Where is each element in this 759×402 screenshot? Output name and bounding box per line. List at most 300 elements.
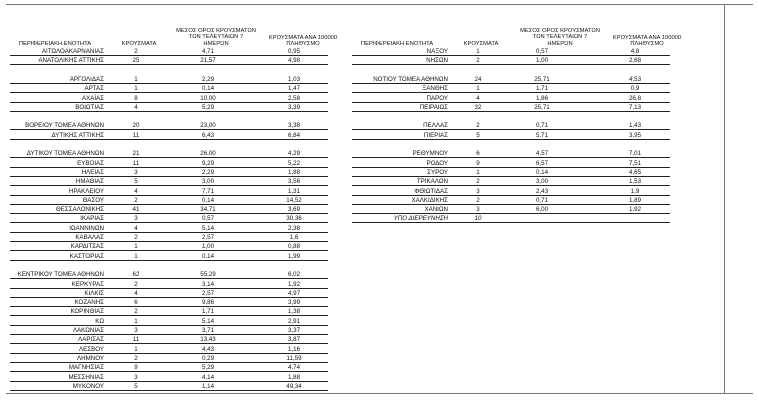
table-row [6,178,346,185]
per100k-cell: 6,02 [287,271,301,279]
per100k-cell: 1,99 [287,252,301,260]
avg7-cell: 6,00 [535,206,549,214]
avg7-cell: 2,43 [535,187,549,195]
per100k-cell: 1,53 [628,178,642,186]
row-underline [352,111,670,112]
region-cell: ΚΙΛΚΙΣ [84,289,104,297]
table-row [346,48,692,55]
left-header-per100k: ΚΡΟΥΣΜΑΤΑ ΑΝΑ 100000 ΠΛΗΘΥΣΜΟ [268,35,338,48]
avg7-cell: 2,29 [201,75,215,83]
per100k-cell: 4,8 [630,48,640,55]
per100k-cell: 3,99 [287,299,301,307]
per100k-cell: 1,88 [287,373,301,381]
table-row [6,95,346,102]
table-spacer-row [6,141,346,148]
cases-cell: 3 [476,187,480,195]
cases-cell: 2 [476,178,480,186]
region-cell: ΑΙΤΩΛΟΑΚΑΡΝΑΝΙΑΣ [41,48,104,55]
table-spacer-row [6,113,346,120]
row-underline [10,260,328,261]
table-spacer-row [6,67,346,74]
row-underline [10,204,328,205]
table-row [346,76,692,83]
region-cell: ΝΑΞΟΥ [426,48,448,55]
row-underline [10,381,328,382]
cases-cell: 2 [134,196,138,204]
table-row [6,271,346,278]
avg7-cell: 2,29 [201,168,215,176]
cases-cell: 5 [476,131,480,139]
table-row [346,215,692,222]
table-row [346,178,692,185]
per100k-cell: 4,65 [628,168,642,176]
avg7-cell: 2,57 [201,234,215,241]
table-row [6,318,346,325]
cases-cell: 2 [134,234,138,241]
region-cell: ΚΩ [95,317,104,325]
region-cell: ΠΕΛΛΑΣ [423,122,448,130]
per100k-cell: 4,74 [287,364,301,372]
row-underline [352,102,670,103]
row-underline [10,362,328,363]
right-header-region: ΠΕΡΙΦΕΡΕΙΑΚΗ ΕΝΟΤΗΤΑ [360,41,434,47]
row-underline [10,390,328,391]
avg7-cell: 5,14 [201,317,215,325]
region-cell: ΘΕΣΣΑΛΟΝΙΚΗΣ [55,206,104,214]
region-cell: ΚΑΣΤΟΡΙΑΣ [69,252,104,260]
row-underline [10,222,328,223]
row-underline [352,55,670,56]
region-cell: ΗΜΑΘΙΑΣ [75,178,104,186]
row-underline [10,288,328,289]
avg7-cell: 55,29 [200,271,216,279]
region-cell: ΜΥΚΟΝΟΥ [72,382,104,390]
row-underline [10,111,328,112]
region-cell: ΛΕΣΒΟΥ [79,345,104,353]
cases-cell: 2 [476,122,480,130]
per100k-cell: 1,92 [287,280,301,288]
cases-cell: 5 [134,382,138,390]
table-row [6,299,346,306]
region-cell: ΠΑΡΟΥ [426,94,448,102]
cases-cell: 20 [132,122,140,130]
cases-cell: 1 [476,168,480,176]
row-underline [352,222,670,223]
region-cell: ΥΠΟ ΔΙΕΡΕΥΝΗΣΗ [393,215,448,223]
cases-cell: 9 [476,159,480,167]
per100k-cell: 1,6 [289,234,299,241]
row-underline [352,139,670,140]
per100k-cell: 4,29 [287,150,301,158]
cases-cell: 2 [134,354,138,362]
table-row [6,104,346,111]
per100k-cell: 2,38 [287,224,301,232]
region-cell: ΚΟΡΙΝΘΙΑΣ [70,308,104,316]
region-cell: ΡΟΔΟΥ [426,159,448,167]
avg7-cell: 5,71 [535,131,549,139]
avg7-cell: 2,57 [201,289,215,297]
avg7-cell: 1,86 [535,94,549,102]
per100k-cell: 1,47 [287,85,301,93]
row-underline [352,92,670,93]
avg7-cell: 1,00 [201,243,215,251]
table-row [6,197,346,204]
cases-cell: 1 [134,243,138,251]
avg7-cell: 9,29 [201,159,215,167]
avg7-cell: 25,71 [534,103,550,111]
region-cell: ΑΝΑΤΟΛΙΚΗΣ ΑΤΤΙΚΗΣ [38,57,104,65]
cases-cell: 41 [132,206,140,214]
table-row [6,281,346,288]
row-underline [352,129,670,130]
table-row [6,160,346,167]
avg7-cell: 1,14 [201,382,215,390]
row-underline [10,139,328,140]
row-underline [352,157,670,158]
region-cell: ΛΑΚΩΝΙΑΣ [72,327,104,334]
row-underline [10,297,328,298]
row-underline [10,315,328,316]
row-underline [10,83,328,84]
table-row [6,76,346,83]
cases-cell: 1 [134,75,138,83]
cases-cell: 5 [134,178,138,186]
row-underline [10,232,328,233]
per100k-cell: 6,84 [287,131,301,139]
table-row [6,48,346,55]
region-cell: ΗΛΕΙΑΣ [81,168,104,176]
avg7-cell: 13,43 [200,336,216,344]
region-cell: ΚΑΡΔΙΤΣΑΣ [70,243,104,251]
cases-cell: 10 [474,215,482,223]
cases-cell: 3 [134,327,138,334]
cases-cell: 9 [134,364,138,372]
region-cell: ΔΥΤΙΚΗΣ ΑΤΤΙΚΗΣ [51,131,104,139]
region-cell: ΗΡΑΚΛΕΙΟΥ [68,187,104,195]
region-cell: ΙΚΑΡΙΑΣ [80,215,104,223]
row-underline [10,325,328,326]
row-underline [352,176,670,177]
cases-cell: 11 [132,131,140,139]
table-row [6,57,346,64]
row-underline [10,343,328,344]
cases-cell: 1 [134,252,138,260]
table-row [6,243,346,250]
per100k-cell: 3,39 [287,103,301,111]
cases-cell: 2 [134,280,138,288]
per100k-cell: 2,68 [628,57,642,65]
region-cell: ΕΥΒΟΙΑΣ [77,159,104,167]
table-spacer-row [346,67,692,74]
cases-cell: 4 [134,224,138,232]
avg7-cell: 6,43 [201,131,215,139]
avg7-cell: 7,71 [201,187,215,195]
table-row [6,132,346,139]
left-header-region: ΠΕΡΙΦΕΡΕΙΑΚΗ ΕΝΟΤΗΤΑ [18,41,92,47]
cases-cell: 2 [134,48,138,55]
avg7-cell: 23,00 [200,122,216,130]
per100k-cell: 4,97 [287,289,301,297]
cases-cell: 3 [134,373,138,381]
row-underline [10,176,328,177]
table-spacer-row [346,113,692,120]
per100k-cell: 4,53 [628,75,642,83]
avg7-cell: 0,57 [535,48,549,55]
per100k-cell: 5,22 [287,159,301,167]
avg7-cell: 3,00 [535,178,549,186]
table-row [346,160,692,167]
cases-cell: 1 [134,85,138,93]
region-cell: ΝΗΣΩΝ [426,57,448,65]
right-header-avg7: ΜΕΣΟΣ ΟΡΟΣ ΚΡΟΥΣΜΑΤΩΝ ΤΩΝ ΤΕΛΕΥΤΑΙΩΝ 7 ΗΜΕΡΩΝ [520,28,600,47]
avg7-cell: 10,00 [200,94,216,102]
avg7-cell: 1,71 [535,85,549,93]
table-row [346,57,692,64]
cases-cell: 4 [134,289,138,297]
row-underline [10,167,328,168]
cases-cell: 32 [474,103,482,111]
avg7-cell: 0,14 [201,85,215,93]
row-underline [10,371,328,372]
avg7-cell: 26,00 [200,150,216,158]
region-cell: ΚΕΡΚΥΡΑΣ [71,280,104,288]
table-row [6,290,346,297]
per100k-cell: 3,87 [287,336,301,344]
per100k-cell: 1,92 [628,206,642,214]
cases-cell: 8 [134,94,138,102]
table-row [346,206,692,213]
region-cell: ΧΑΝΙΩΝ [424,206,448,214]
avg7-cell: 0,71 [535,196,549,204]
per100k-cell: 11,59 [286,354,302,362]
region-cell: ΚΟΖΑΝΗΣ [74,299,104,307]
region-cell: ΝΟΤΙΟΥ ΤΟΜΕΑ ΑΘΗΝΩΝ [373,75,448,83]
region-cell: ΘΑΣΟΥ [82,196,104,204]
cases-cell: 62 [132,271,140,279]
avg7-cell: 4,14 [201,373,215,381]
region-cell: ΒΟΡΕΙΟΥ ΤΟΜΕΑ ΑΘΗΝΩΝ [25,122,104,130]
table-row [346,150,692,157]
cases-cell: 25 [132,57,140,65]
avg7-cell: 3,14 [201,280,215,288]
region-cell: ΔΥΤΙΚΟΥ ΤΟΜΕΑ ΑΘΗΝΩΝ [26,150,104,158]
row-underline [10,157,328,158]
per100k-cell: 3,56 [287,178,301,186]
table-row [6,336,346,343]
cases-cell: 11 [132,159,140,167]
per100k-cell: 1,9 [630,187,640,195]
row-underline [10,353,328,354]
region-cell: ΡΕΘΥΜΝΟΥ [412,150,448,158]
row-underline [10,334,328,335]
avg7-cell: 1,71 [201,308,215,316]
row-underline [10,213,328,214]
row-underline [352,204,670,205]
table-row [6,346,346,353]
per100k-cell: 2,58 [287,94,301,102]
left-header-cases: ΚΡΟΥΣΜΑΤΑ [121,41,157,47]
cases-cell: 11 [132,336,140,344]
avg7-cell: 3,00 [201,178,215,186]
region-cell: ΚΕΝΤΡΙΚΟΥ ΤΟΜΕΑ ΑΘΗΝΩΝ [17,271,104,279]
per100k-cell: 0,95 [287,48,301,55]
region-cell: ΦΘΙΩΤΙΔΑΣ [414,187,448,195]
cases-cell: 24 [474,75,482,83]
cases-cell: 1 [476,48,480,55]
table-row [6,150,346,157]
cases-cell: 1 [134,345,138,353]
per100k-cell: 1,88 [287,168,301,176]
table-row [6,327,346,334]
table-row [6,364,346,371]
row-underline [10,195,328,196]
cases-cell: 1 [134,317,138,325]
avg7-cell: 25,71 [534,75,550,83]
per100k-cell: 1,43 [628,122,642,130]
avg7-cell: 0,57 [201,215,215,223]
avg7-cell: 21,57 [200,57,216,65]
per100k-cell: 1,38 [287,308,301,316]
cases-cell: 3 [134,215,138,223]
top-rule [6,4,753,5]
cases-cell: 4 [476,94,480,102]
per100k-cell: 3,69 [287,206,301,214]
region-cell: ΣΥΡΟΥ [427,168,448,176]
per100k-cell: 49,34 [286,382,302,390]
row-underline [352,64,670,65]
table-row [346,197,692,204]
table-row [6,253,346,260]
row-underline [10,64,328,65]
table-row [6,188,346,195]
table-row [346,169,692,176]
table-spacer-row [346,141,692,148]
per100k-cell: 26,8 [628,94,642,102]
per100k-cell: 1,16 [287,345,301,353]
avg7-cell: 0,14 [201,252,215,260]
row-underline [10,55,328,56]
row-underline [352,83,670,84]
avg7-cell: 1,00 [535,57,549,65]
table-row [6,225,346,232]
per100k-cell: 7,13 [628,103,642,111]
region-cell: ΒΟΙΩΤΙΑΣ [75,103,104,111]
avg7-cell: 5,29 [201,103,215,111]
region-cell: ΑΡΤΑΣ [84,85,104,93]
avg7-cell: 0,71 [535,122,549,130]
table-row [6,206,346,213]
per100k-cell: 1,03 [287,75,301,83]
per100k-cell: 0,9 [630,85,640,93]
region-cell: ΜΑΓΝΗΣΙΑΣ [68,364,104,372]
table-row [6,215,346,222]
table-row [6,383,346,390]
per100k-cell: 30,36 [286,215,302,223]
region-cell: ΛΑΡΙΣΑΣ [78,336,104,344]
table-row [6,234,346,241]
left-header-avg7: ΜΕΣΟΣ ΟΡΟΣ ΚΡΟΥΣΜΑΤΩΝ ΤΩΝ ΤΕΛΕΥΤΑΙΩΝ 7 ΗΜΕΡΩΝ [176,28,256,47]
table-row [346,188,692,195]
region-cell: ΙΩΑΝΝΙΝΩΝ [69,224,104,232]
avg7-cell: 0,14 [535,168,549,176]
per100k-cell: 7,01 [628,150,642,158]
region-cell: ΚΑΒΑΛΑΣ [75,234,104,241]
row-underline [10,250,328,251]
row-underline [10,241,328,242]
table-row [346,95,692,102]
per100k-cell: 2,91 [287,317,301,325]
cases-cell: 2 [134,308,138,316]
region-cell: ΑΡΓΟΛΙΔΑΣ [69,75,104,83]
cases-cell: 2 [476,196,480,204]
table-row [346,85,692,92]
cases-cell: 1 [476,85,480,93]
avg7-cell: 0,14 [201,196,215,204]
avg7-cell: 4,43 [201,345,215,353]
cases-cell: 6 [476,150,480,158]
row-underline [10,102,328,103]
cases-cell: 4 [134,187,138,195]
row-underline [352,167,670,168]
table-row [6,374,346,381]
cases-cell: 6 [134,299,138,307]
per100k-cell: 1,31 [287,187,301,195]
cases-cell: 3 [134,168,138,176]
region-cell: ΧΑΛΚΙΔΙΚΗΣ [411,196,448,204]
per100k-cell: 1,89 [628,196,642,204]
region-cell: ΞΑΝΘΗΣ [422,85,448,93]
right-header-per100k: ΚΡΟΥΣΜΑΤΑ ΑΝΑ 100000 ΠΛΗΘΥΣΜΟ [612,35,682,48]
row-underline [352,195,670,196]
table-row [6,355,346,362]
table-spacer-row [6,262,346,269]
per100k-cell: 3,38 [287,122,301,130]
per100k-cell: 14,52 [286,196,302,204]
bottom-rule [6,393,753,394]
cases-cell: 2 [476,57,480,65]
region-cell: ΠΕΙΡΑΙΩΣ [419,103,448,111]
per100k-cell: 7,51 [628,159,642,167]
avg7-cell: 5,14 [201,224,215,232]
table-row [6,85,346,92]
table-row [346,104,692,111]
avg7-cell: 6,57 [535,159,549,167]
avg7-cell: 4,57 [535,150,549,158]
row-underline [10,185,328,186]
region-cell: ΤΡΙΚΑΛΩΝ [416,178,448,186]
avg7-cell: 3,71 [201,327,215,334]
avg7-cell: 5,29 [201,364,215,372]
avg7-cell: 9,86 [201,299,215,307]
avg7-cell: 0,29 [201,354,215,362]
per100k-cell: 0,88 [287,243,301,251]
row-underline [10,129,328,130]
cases-cell: 21 [132,150,140,158]
row-underline [352,185,670,186]
row-underline [352,213,670,214]
table-row [6,308,346,315]
region-cell: ΜΕΣΣΗΝΙΑΣ [68,373,104,381]
per100k-cell: 3,95 [628,131,642,139]
per100k-cell: 3,37 [287,327,301,334]
row-underline [10,306,328,307]
table-row [346,122,692,129]
row-underline [10,92,328,93]
table-row [6,169,346,176]
table-row [6,122,346,129]
avg7-cell: 4,71 [201,48,215,55]
region-cell: ΠΙΕΡΙΑΣ [423,131,448,139]
